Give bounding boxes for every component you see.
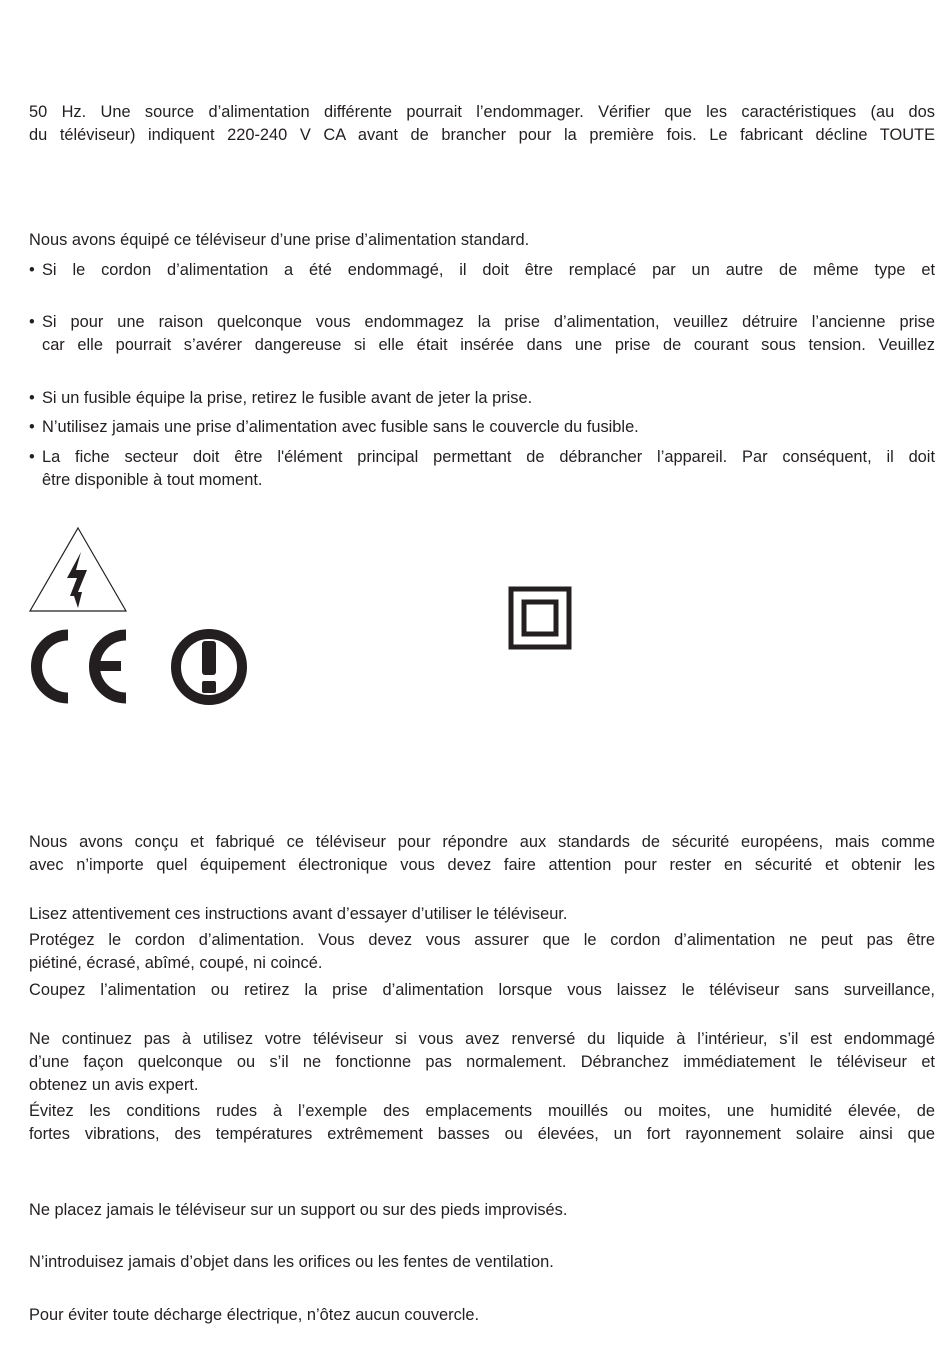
bullet: •: [29, 313, 35, 331]
safety-p7: Ne placez jamais le téléviseur sur un support ou sur des pieds improvisés.: [29, 1201, 568, 1219]
bullet: •: [29, 261, 35, 279]
exclamation-circle-icon: [169, 627, 249, 707]
safety-p2: Lisez attentivement ces instructions avant d’essayer d’utiliser le téléviseur.: [29, 905, 568, 923]
safety-p1-line-1: Nous avons conçu et fabriqué ce téléviseur pour répondre aux standards de sécurité européens, mais comme: [29, 833, 935, 851]
safety-p5-line-1: Ne continuez pas à utilisez votre téléviseur si vous avez renversé du liquide à l’intérieur, s’il est endommagé: [29, 1030, 935, 1048]
bullet: •: [29, 448, 35, 466]
safety-p5-line-2: d’une façon quelconque ou s’il ne fonctionne pas normalement. Débranchez immédiatement le téléviseur et: [29, 1053, 935, 1071]
plug-bullet-2-line-2: car elle pourrait s’avérer dangereuse si elle était insérée dans une prise de courant sous tension. Veuillez: [42, 336, 935, 354]
power-text-line-1: 50 Hz. Une source d’alimentation différente pourrait l’endommager. Vérifier que les caractéristiques (au dos: [29, 103, 935, 121]
bullet: •: [29, 418, 35, 436]
safety-p3-line-1: Protégez le cordon d’alimentation. Vous devez vous assurer que le cordon d’alimentation ne peut pas être: [29, 931, 935, 949]
safety-p6-line-2: fortes vibrations, des températures extrêmement basses ou élevées, un fort rayonnement solaire ainsi que: [29, 1125, 935, 1143]
plug-intro: Nous avons équipé ce téléviseur d’une prise d’alimentation standard.: [29, 231, 530, 249]
safety-p8: N’introduisez jamais d’objet dans les orifices ou les fentes de ventilation.: [29, 1253, 554, 1271]
plug-bullet-2-line-1: Si pour une raison quelconque vous endommagez la prise d’alimentation, veuillez détruire l’ancienne prise: [42, 313, 935, 331]
power-text-line-2: du téléviseur) indiquent 220-240 V CA avant de brancher pour la première fois. Le fabricant décline TOUTE: [29, 126, 935, 144]
lightning-warning-triangle-icon: [29, 526, 129, 614]
plug-bullet-5-line-1: La fiche secteur doit être l'élément principal permettant de débrancher l’appareil. Par conséquent, il doit: [42, 448, 935, 466]
ce-mark-icon: [29, 629, 129, 704]
safety-p3-line-2: piétiné, écrasé, abîmé, coupé, ni coincé.: [29, 954, 323, 972]
plug-bullet-1: Si le cordon d’alimentation a été endommagé, il doit être remplacé par un autre de même type et: [42, 261, 935, 279]
plug-bullet-3: Si un fusible équipe la prise, retirez le fusible avant de jeter la prise.: [42, 389, 533, 407]
safety-p6-line-1: Évitez les conditions rudes à l’exemple des emplacements mouillés ou moites, une humidité élevée, de: [29, 1102, 935, 1120]
safety-p5-line-3: obtenez un avis expert.: [29, 1076, 199, 1094]
safety-p1-line-2: avec n’importe quel équipement électronique vous devez faire attention pour rester en sécurité et obtenir les: [29, 856, 935, 874]
plug-bullet-5-line-2: être disponible à tout moment.: [42, 471, 263, 489]
bullet: •: [29, 389, 35, 407]
plug-bullet-4: N’utilisez jamais une prise d’alimentation avec fusible sans le couvercle du fusible.: [42, 418, 639, 436]
safety-p4-line-1: Coupez l’alimentation ou retirez la prise d’alimentation lorsque vous laissez le téléviseur sans surveillance,: [29, 981, 935, 999]
safety-p9: Pour éviter toute décharge électrique, n’ôtez aucun couvercle.: [29, 1306, 480, 1324]
double-insulation-square-icon: [508, 586, 574, 650]
